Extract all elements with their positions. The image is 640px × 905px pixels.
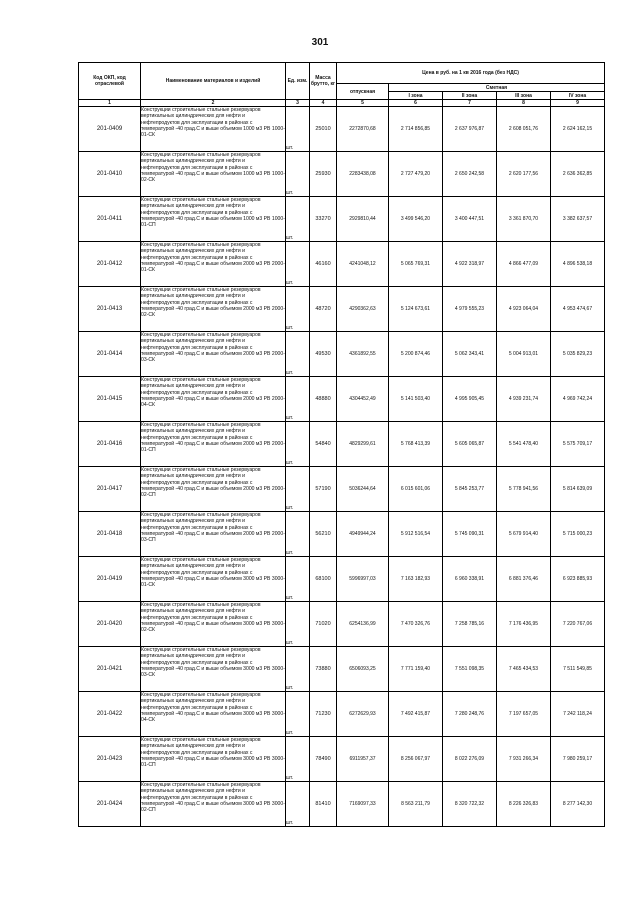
zone-4-price: 7 220 767,06 xyxy=(551,602,605,647)
item-code: 201-0411 xyxy=(79,197,141,242)
item-name xyxy=(141,602,286,647)
zone-1-price: 3 499 546,20 xyxy=(389,197,443,242)
table-row xyxy=(79,377,605,422)
zone-3-price: 4 939 231,74 xyxy=(497,377,551,422)
item-code: 201-0414 xyxy=(79,332,141,377)
item-name xyxy=(141,332,286,377)
zone-4-price: 2 636 362,85 xyxy=(551,152,605,197)
zone-3-price: 5 004 913,01 xyxy=(497,332,551,377)
item-name-text: Конструкции строительные стальные резервуаров вертикальных цилиндрических для нефти и нефтепродуктов для эксплуатации в районах с температурой -40 град.С и выше объемом 2000 м3 РВ 2000-04-СК xyxy=(141,377,285,409)
release-price: 5036244,64 xyxy=(337,467,389,512)
table-row xyxy=(79,332,605,377)
zone-2-price: 4 995 905,45 xyxy=(443,377,497,422)
zone-3-price: 5 679 914,40 xyxy=(497,512,551,557)
table-row xyxy=(79,287,605,332)
item-name xyxy=(141,467,286,512)
release-price: 2283438,08 xyxy=(337,152,389,197)
item-unit: шт. xyxy=(286,647,310,692)
zone-1-price: 7 492 415,87 xyxy=(389,692,443,737)
item-name-text: Конструкции строительные стальные резервуаров вертикальных цилиндрических для нефти и нефтепродуктов для эксплуатации в районах с температурой -40 град.С и выше объемом 2000 м3 РВ 2000-01-СП xyxy=(141,422,285,454)
zone-2-price: 7 258 785,16 xyxy=(443,602,497,647)
column-number-row xyxy=(79,100,605,107)
column-number: 2 xyxy=(141,100,286,107)
item-unit: шт. xyxy=(286,377,310,422)
table-row xyxy=(79,107,605,152)
zone-3-price: 5 541 478,40 xyxy=(497,422,551,467)
zone-3-price: 7 931 266,34 xyxy=(497,737,551,782)
item-mass: 73880 xyxy=(310,647,337,692)
item-code: 201-0424 xyxy=(79,782,141,827)
item-code: 201-0415 xyxy=(79,377,141,422)
header-code: Код ОКП, код отраслевой xyxy=(79,63,141,100)
zone-4-price: 6 923 885,93 xyxy=(551,557,605,602)
table-row xyxy=(79,512,605,557)
zone-2-price: 5 845 253,77 xyxy=(443,467,497,512)
zone-1-price: 5 124 673,61 xyxy=(389,287,443,332)
table-body xyxy=(79,107,605,827)
zone-2-price: 6 960 338,91 xyxy=(443,557,497,602)
zone-2-price: 7 551 098,35 xyxy=(443,647,497,692)
item-name xyxy=(141,647,286,692)
page-number: 301 xyxy=(311,37,329,48)
item-name xyxy=(141,287,286,332)
table-row xyxy=(79,737,605,782)
release-price: 4290362,63 xyxy=(337,287,389,332)
item-name xyxy=(141,242,286,287)
item-name xyxy=(141,512,286,557)
zone-4-price: 5 035 829,23 xyxy=(551,332,605,377)
release-price: 5996997,03 xyxy=(337,557,389,602)
header-zone-1: I зона xyxy=(389,92,443,100)
item-name-text: Конструкции строительные стальные резервуаров вертикальных цилиндрических для нефти и нефтепродуктов для эксплуатации в районах с температурой -40 град.С и выше объемом 3000 м3 РВ 3000-02-СП xyxy=(141,782,285,814)
zone-1-price: 7 771 159,40 xyxy=(389,647,443,692)
item-unit: шт. xyxy=(286,107,310,152)
column-number: 3 xyxy=(286,100,310,107)
zone-1-price: 7 163 182,93 xyxy=(389,557,443,602)
zone-3-price: 7 176 436,95 xyxy=(497,602,551,647)
table-row xyxy=(79,242,605,287)
item-name xyxy=(141,107,286,152)
release-price: 6272629,93 xyxy=(337,692,389,737)
item-mass: 71230 xyxy=(310,692,337,737)
release-price: 7169097,33 xyxy=(337,782,389,827)
zone-3-price: 2 620 177,56 xyxy=(497,152,551,197)
release-price: 4241048,12 xyxy=(337,242,389,287)
zone-2-price: 4 922 318,97 xyxy=(443,242,497,287)
table-row xyxy=(79,782,605,827)
item-name-text: Конструкции строительные стальные резервуаров вертикальных цилиндрических для нефти и нефтепродуктов для эксплуатации в районах с температурой -40 град.С и выше объемом 2000 м3 РВ 2000-01-СК xyxy=(141,242,285,274)
zone-2-price: 2 637 976,87 xyxy=(443,107,497,152)
column-number: 5 xyxy=(337,100,389,107)
item-code: 201-0410 xyxy=(79,152,141,197)
zone-1-price: 5 065 769,31 xyxy=(389,242,443,287)
item-mass: 48880 xyxy=(310,377,337,422)
table-row xyxy=(79,152,605,197)
header-name: Наименование материалов и изделий xyxy=(141,63,286,100)
table-row xyxy=(79,197,605,242)
item-name-text: Конструкции строительные стальные резервуаров вертикальных цилиндрических для нефти и нефтепродуктов для эксплуатации в районах с температурой -40 град.С и выше объемом 2000 м3 РВ 2000-03-СК xyxy=(141,332,285,364)
release-price: 2929810,44 xyxy=(337,197,389,242)
zone-4-price: 7 980 259,17 xyxy=(551,737,605,782)
release-price: 6911957,37 xyxy=(337,737,389,782)
item-mass: 49530 xyxy=(310,332,337,377)
column-number: 8 xyxy=(497,100,551,107)
item-mass: 68100 xyxy=(310,557,337,602)
release-price: 4949944,24 xyxy=(337,512,389,557)
zone-4-price: 5 575 709,17 xyxy=(551,422,605,467)
item-name xyxy=(141,782,286,827)
item-code: 201-0409 xyxy=(79,107,141,152)
zone-2-price: 3 400 447,51 xyxy=(443,197,497,242)
item-mass: 81410 xyxy=(310,782,337,827)
item-unit: шт. xyxy=(286,512,310,557)
item-mass: 33270 xyxy=(310,197,337,242)
item-unit: шт. xyxy=(286,557,310,602)
item-name-text: Конструкции строительные стальные резервуаров вертикальных цилиндрических для нефти и нефтепродуктов для эксплуатации в районах с температурой -40 град.С и выше объемом 3000 м3 РВ 3000-02-СК xyxy=(141,602,285,634)
header-zone-4: IV зона xyxy=(551,92,605,100)
header-zone-3: III зона xyxy=(497,92,551,100)
release-price: 6254136,99 xyxy=(337,602,389,647)
release-price: 2272870,68 xyxy=(337,107,389,152)
zone-1-price: 2 714 856,85 xyxy=(389,107,443,152)
zone-4-price: 4 896 538,18 xyxy=(551,242,605,287)
item-mass: 78490 xyxy=(310,737,337,782)
item-code: 201-0418 xyxy=(79,512,141,557)
item-unit: шт. xyxy=(286,197,310,242)
item-unit: шт. xyxy=(286,737,310,782)
zone-4-price: 5 715 000,23 xyxy=(551,512,605,557)
release-price: 4304452,49 xyxy=(337,377,389,422)
zone-4-price: 7 242 118,24 xyxy=(551,692,605,737)
item-name-text: Конструкции строительные стальные резервуаров вертикальных цилиндрических для нефти и нефтепродуктов для эксплуатации в районах с температурой -40 град.С и выше объемом 3000 м3 РВ 3000-03-СК xyxy=(141,647,285,679)
zone-3-price: 8 226 326,83 xyxy=(497,782,551,827)
item-code: 201-0417 xyxy=(79,467,141,512)
zone-2-price: 5 062 343,41 xyxy=(443,332,497,377)
item-name-text: Конструкции строительные стальные резервуаров вертикальных цилиндрических для нефти и нефтепродуктов для эксплуатации в районах с температурой -40 град.С и выше объемом 1000 м3 РВ 1000-01-СП xyxy=(141,197,285,229)
item-name-text: Конструкции строительные стальные резервуаров вертикальных цилиндрических для нефти и нефтепродуктов для эксплуатации в районах с температурой -40 град.С и выше объемом 3000 м3 РВ 3000-01-СП xyxy=(141,737,285,769)
item-mass: 25010 xyxy=(310,107,337,152)
zone-3-price: 6 881 376,46 xyxy=(497,557,551,602)
item-code: 201-0420 xyxy=(79,602,141,647)
item-code: 201-0422 xyxy=(79,692,141,737)
zone-1-price: 8 563 211,79 xyxy=(389,782,443,827)
zone-1-price: 5 200 874,46 xyxy=(389,332,443,377)
item-name-text: Конструкции строительные стальные резервуаров вертикальных цилиндрических для нефти и нефтепродуктов для эксплуатации в районах с температурой -40 град.С и выше объемом 2000 м3 РВ 2000-03-СП xyxy=(141,512,285,544)
item-name xyxy=(141,737,286,782)
zone-4-price: 4 969 742,24 xyxy=(551,377,605,422)
zone-1-price: 7 470 326,76 xyxy=(389,602,443,647)
item-name xyxy=(141,692,286,737)
zone-3-price: 7 197 657,05 xyxy=(497,692,551,737)
release-price: 4829299,61 xyxy=(337,422,389,467)
item-code: 201-0421 xyxy=(79,647,141,692)
zone-4-price: 4 953 474,67 xyxy=(551,287,605,332)
zone-4-price: 8 277 142,30 xyxy=(551,782,605,827)
item-name-text: Конструкции строительные стальные резервуаров вертикальных цилиндрических для нефти и нефтепродуктов для эксплуатации в районах с температурой -40 град.С и выше объемом 2000 м3 РВ 2000-02-СК xyxy=(141,287,285,319)
item-name xyxy=(141,377,286,422)
item-mass: 54840 xyxy=(310,422,337,467)
header-price-title: Цена в руб. на 1 кв 2016 года (без НДС) xyxy=(337,63,605,84)
zone-4-price: 5 814 639,09 xyxy=(551,467,605,512)
item-name xyxy=(141,197,286,242)
zone-2-price: 5 605 065,87 xyxy=(443,422,497,467)
item-code: 201-0423 xyxy=(79,737,141,782)
item-code: 201-0412 xyxy=(79,242,141,287)
item-name-text: Конструкции строительные стальные резервуаров вертикальных цилиндрических для нефти и нефтепродуктов для эксплуатации в районах с температурой -40 град.С и выше объемом 3000 м3 РВ 3000-01-СК xyxy=(141,557,285,589)
table-row xyxy=(79,422,605,467)
item-name xyxy=(141,422,286,467)
zone-1-price: 2 727 479,20 xyxy=(389,152,443,197)
item-unit: шт. xyxy=(286,602,310,647)
zone-2-price: 8 320 722,32 xyxy=(443,782,497,827)
zone-2-price: 4 979 555,23 xyxy=(443,287,497,332)
item-unit: шт. xyxy=(286,422,310,467)
header-release: отпускная xyxy=(337,84,389,100)
table-row xyxy=(79,557,605,602)
item-code: 201-0419 xyxy=(79,557,141,602)
zone-2-price: 8 022 276,09 xyxy=(443,737,497,782)
item-name xyxy=(141,152,286,197)
item-name-text: Конструкции строительные стальные резервуаров вертикальных цилиндрических для нефти и нефтепродуктов для эксплуатации в районах с температурой -40 град.С и выше объемом 3000 м3 РВ 3000-04-СК xyxy=(141,692,285,724)
item-code: 201-0416 xyxy=(79,422,141,467)
column-number: 6 xyxy=(389,100,443,107)
table-row xyxy=(79,467,605,512)
zone-1-price: 5 912 516,54 xyxy=(389,512,443,557)
item-unit: шт. xyxy=(286,287,310,332)
item-name-text: Конструкции строительные стальные резервуаров вертикальных цилиндрических для нефти и нефтепродуктов для эксплуатации в районах с температурой -40 град.С и выше объемом 2000 м3 РВ 2000-02-СП xyxy=(141,467,285,499)
item-mass: 57190 xyxy=(310,467,337,512)
table-row xyxy=(79,647,605,692)
item-mass: 25930 xyxy=(310,152,337,197)
item-unit: шт. xyxy=(286,152,310,197)
item-unit: шт. xyxy=(286,692,310,737)
release-price: 4361892,55 xyxy=(337,332,389,377)
header-unit: Ед. изм. xyxy=(286,63,310,100)
zone-2-price: 2 650 242,58 xyxy=(443,152,497,197)
zone-1-price: 5 141 503,40 xyxy=(389,377,443,422)
zone-4-price: 2 624 162,15 xyxy=(551,107,605,152)
release-price: 6506093,25 xyxy=(337,647,389,692)
item-name xyxy=(141,557,286,602)
zone-1-price: 6 015 601,06 xyxy=(389,467,443,512)
zone-4-price: 3 382 637,57 xyxy=(551,197,605,242)
zone-3-price: 3 361 870,70 xyxy=(497,197,551,242)
item-name-text: Конструкции строительные стальные резервуаров вертикальных цилиндрических для нефти и нефтепродуктов для эксплуатации в районах с температурой -40 град.С и выше объемом 1000 м3 РВ 1000-02-СК xyxy=(141,152,285,184)
table-row xyxy=(79,692,605,737)
zone-2-price: 7 280 248,76 xyxy=(443,692,497,737)
zone-3-price: 4 866 477,09 xyxy=(497,242,551,287)
header-estimate: Сметная xyxy=(389,84,605,92)
item-mass: 46160 xyxy=(310,242,337,287)
zone-3-price: 2 608 051,76 xyxy=(497,107,551,152)
item-code: 201-0413 xyxy=(79,287,141,332)
zone-3-price: 5 778 941,56 xyxy=(497,467,551,512)
price-table xyxy=(78,62,605,827)
header-mass: Масса брутто, кг xyxy=(310,63,337,100)
header-zone-2: II зона xyxy=(443,92,497,100)
column-number: 1 xyxy=(79,100,141,107)
table-row xyxy=(79,602,605,647)
column-number: 4 xyxy=(310,100,337,107)
zone-3-price: 4 923 064,04 xyxy=(497,287,551,332)
item-mass: 71020 xyxy=(310,602,337,647)
zone-2-price: 5 745 090,31 xyxy=(443,512,497,557)
item-mass: 56210 xyxy=(310,512,337,557)
item-unit: шт. xyxy=(286,782,310,827)
item-unit: шт. xyxy=(286,467,310,512)
column-number: 7 xyxy=(443,100,497,107)
zone-1-price: 8 256 067,97 xyxy=(389,737,443,782)
item-unit: шт. xyxy=(286,332,310,377)
zone-3-price: 7 465 434,53 xyxy=(497,647,551,692)
zone-1-price: 5 768 413,39 xyxy=(389,422,443,467)
item-name-text: Конструкции строительные стальные резервуаров вертикальных цилиндрических для нефти и нефтепродуктов для эксплуатации в районах с температурой -40 град.С и выше объемом 1000 м3 РВ 1000-01-СК xyxy=(141,107,285,139)
item-mass: 48720 xyxy=(310,287,337,332)
item-unit: шт. xyxy=(286,242,310,287)
zone-4-price: 7 511 549,85 xyxy=(551,647,605,692)
column-number: 9 xyxy=(551,100,605,107)
